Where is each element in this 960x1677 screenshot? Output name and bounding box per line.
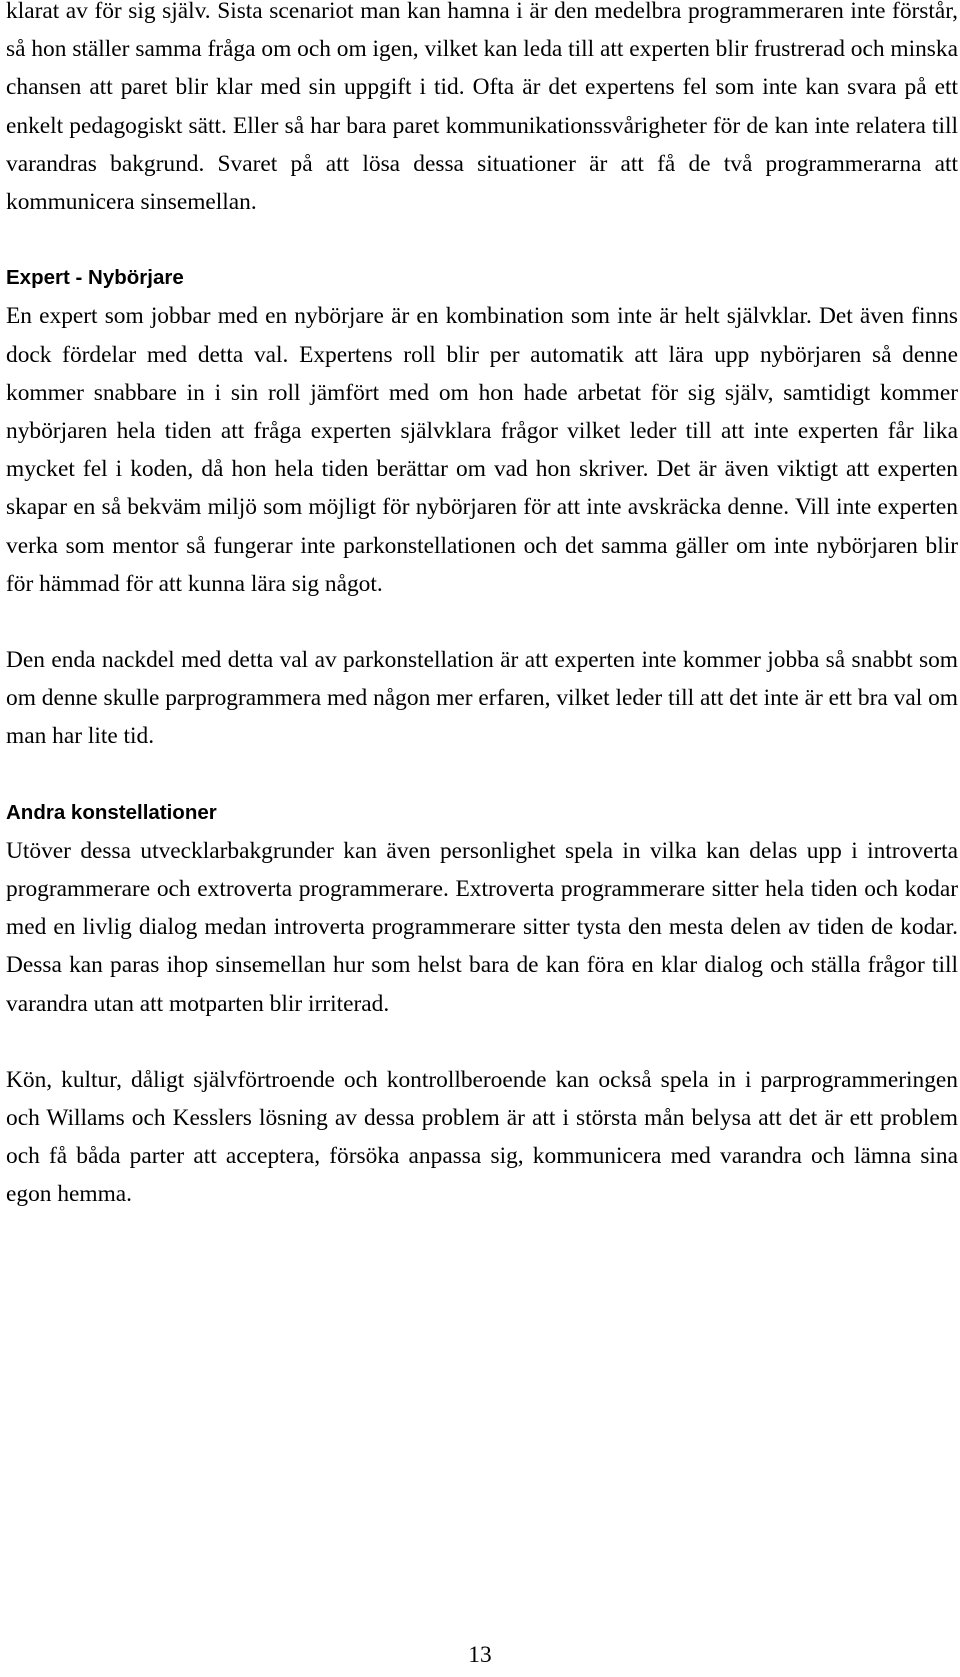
heading-expert-novice: Expert - Nybörjare <box>6 266 184 290</box>
page-content <box>6 0 958 1214</box>
paragraph-intro: klarat av för sig själv. Sista scenariot man kan hamna i är den medelbra programmeraren inte förstår, så hon ställer samma fråga om och om igen, vilket kan leda till att experten blir frustrerad och minska chansen att paret blir klar med sin uppgift i tid. Ofta är det expertens fel som inte kan svara på ett enkelt pedagogiskt sätt. Eller så har bara paret kommunikationssvårigheter för de kan inte relatera till varandras bakgrund. Svaret på att lösa dessa situationer är att få de två programmerarna att kommunicera sinsemellan. <box>6 0 958 216</box>
paragraph-other-1: Utöver dessa utvecklarbakgrunder kan även personlighet spela in vilka kan delas upp i introverta programmerare och extroverta programmerare. Extroverta programmerare sitter hela tiden och kodar med en livlig dialog medan introverta programmerare sitter tysta den mesta delen av tiden de kodar. Dessa kan paras ihop sinsemellan hur som helst bara de kan föra en klar dialog och ställa frågor till varandra utan att motparten blir irriterad. <box>6 837 958 1017</box>
paragraph-other-2: Kön, kultur, dåligt självförtroende och kontrollberoende kan också spela in i parprogrammeringen och Willams och Kesslers lösning av dessa problem är att i största mån belysa att det är ett problem och få båda parter att acceptera, försöka anpassa sig, kommunicera med varandra och lämna sina egon hemma. <box>6 1066 958 1208</box>
spacer <box>6 1023 958 1061</box>
spacer <box>6 756 958 794</box>
page-number: 13 <box>468 1642 492 1668</box>
paragraph-expert-novice-2: Den enda nackdel med detta val av parkonstellation är att experten inte kommer jobba så snabbt som om denne skulle parprogrammera med någon mer erfaren, vilket leder till att det inte är ett bra val om man har lite tid. <box>6 647 958 750</box>
spacer <box>6 603 958 641</box>
paragraph-expert-novice-1: En expert som jobbar med en nybörjare är en kombination som inte är helt självklar. Det även finns dock fördelar med detta val. Expertens roll blir per automatik att lära upp nybörjaren så denne kommer snabbare in i sin roll jämfört med om hon hade arbetat för sig själv, samtidigt kommer nybörjaren hela tiden att fråga experten självklara frågor vilket leder till att inte experten får lika mycket fel i koden, då hon hela tiden berättar om vad hon skriver. Det är även viktigt att experten skapar en så bekväm miljö som möjligt för nybörjaren för att inte avskräcka denne. Vill inte experten verka som mentor så fungerar inte parkonstellationen och det samma gäller om inte nybörjaren blir för hämmad för att kunna lära sig något. <box>6 303 958 597</box>
spacer <box>6 221 958 259</box>
heading-other-constellations: Andra konstellationer <box>6 800 217 824</box>
